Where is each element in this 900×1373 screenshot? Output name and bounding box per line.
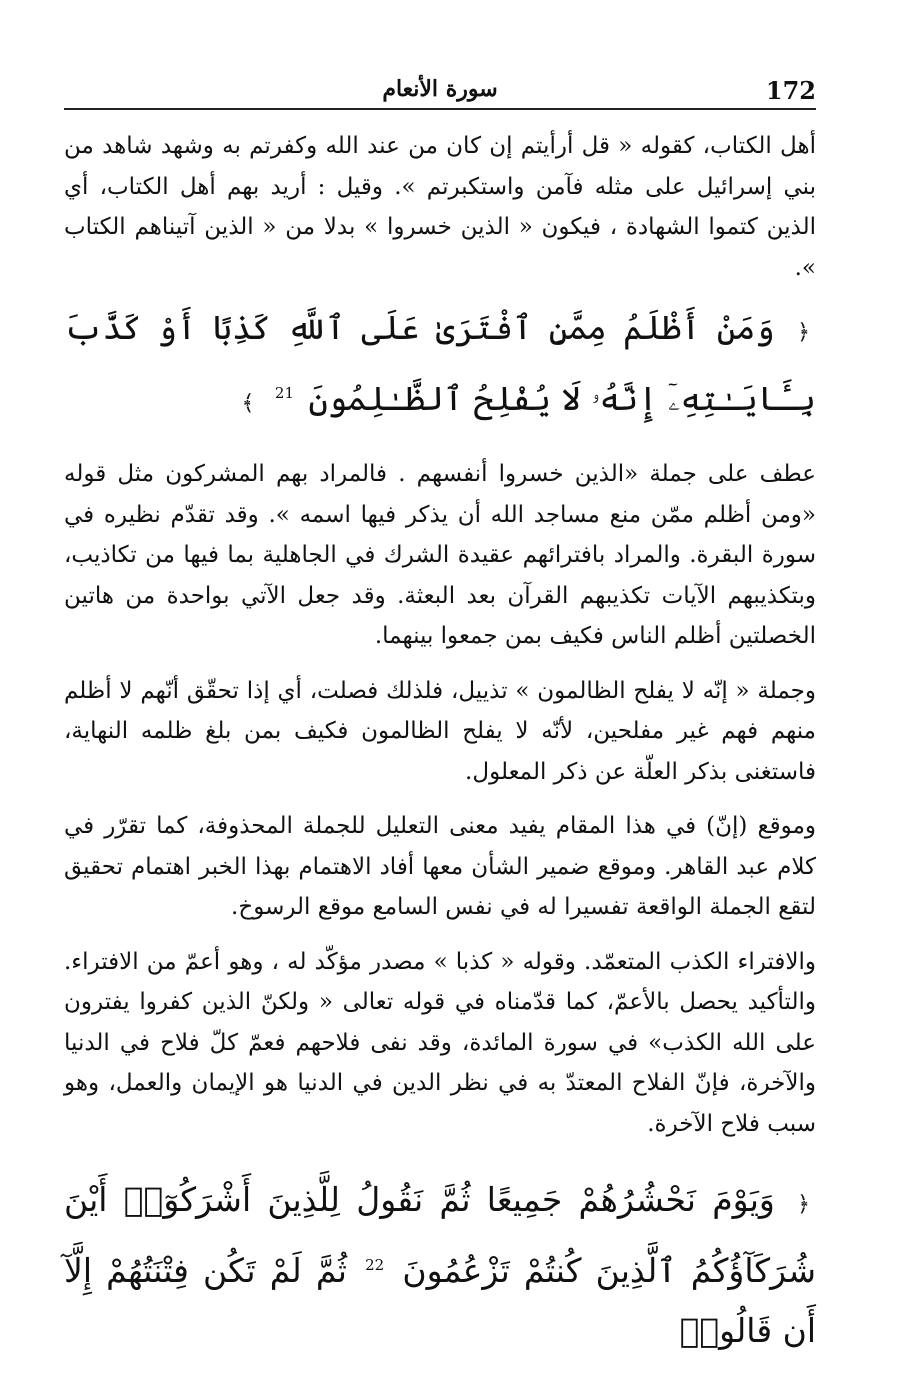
commentary-paragraph-3: وموقع (إنّ) في هذا المقام يفيد معنى التعليل للجملة المحذوفة، كما تقرّر في كلام عبد القاهر. وموقع ضمير الشأن معها أفاد الاهتمام بهذا الخبر اهتمام تحقيق لتقع الجملة الواقعة تفسيرا له في نفس السامع موقع الرسوخ. (64, 813, 816, 920)
verse-open-ornament: ﴿ (797, 320, 810, 345)
commentary-paragraph-4: والافتراء الكذب المتعمّد. وقوله « كذبا » مصدر مؤكّد له ، وهو أعمّ من الافتراء. والتأكيد يحصل بالأعمّ، كما قدّمناه في قوله تعالى « ولكنّ الذين كفروا يفترون على الله الكذب» في سورة المائدة، وقد نفى فلاحهم فعمّ كلّ فلاح في الدنيا والآخرة، فإنّ الفلاح المعتدّ به في نظر الدين في الدنيا هو الإيمان والعمل، وهو سبب فلاح الآخرة. (64, 948, 816, 1137)
page-header (64, 70, 816, 108)
verse-21-number: 21 (274, 384, 295, 402)
verse-22-text-a: وَيَوْمَ نَحْشُرُهُمْ جَمِيعًا ثُمَّ نَقُولُ لِلَّذِينَ أَشْرَكُوٓا۟ أَيْنَ شُرَكَآؤُكُمُ ٱلَّذِينَ كُنتُمْ تَزْعُمُونَ (64, 1180, 816, 1290)
commentary-paragraph-1: عطف على جملة «الذين خسروا أنفسهم . فالمراد بهم المشركون مثل قوله «ومن أظلم ممّن منع مساجد الله أن يذكر فيها اسمه ». وقد تقدّم نظيره في سورة البقرة. والمراد بافترائهم عقيدة الشرك في الجاهلية بما فيها من تكاذيب، وبتكذيبهم الآيات تكذيبهم القرآن بعد البعثة. وقد جعل الآتي بواحدة من هاتين الخصلتين أظلم الناس فكيف بمن جمعوا بينهما. (64, 461, 816, 649)
verse-close-ornament: ﴾ (241, 391, 255, 416)
commentary-paragraph-2: وجملة « إنّه لا يفلح الظالمون » تذييل، فلذلك فصلت، أي إذا تحقّق أنّهم لا أظلم منهم فهم غير مفلحين، لأنّه لا يفلح الظالمون فكيف بمن بلغ ظلمه النهاية، فاستغنى بذكر العلّة عن ذكر المعلول. (64, 677, 816, 785)
verse-23-text-b: ثُمَّ لَمْ تَكُن فِتْنَتُهُمْ إِلَّآ أَن قَالُوا۟ (64, 1251, 816, 1350)
page-number: 172 (765, 76, 816, 105)
verse-22-open-ornament: ﴿ (797, 1192, 810, 1217)
verse-22 (64, 1170, 816, 1361)
intro-paragraph: أهل الكتاب، كقوله « قل أرأيتم إن كان من عند الله وكفرتم به وشهد شاهد من بني إسرائيل على مثله فآمن واستكبرتم ». وقيل : أريد بهم أهل الكتاب، أي الذين كتموا الشهادة ، فيكون « الذين خسروا » بدلا من « الذين آتيناهم الكتاب ». (64, 133, 816, 281)
verse-22-number: 22 (365, 1256, 385, 1274)
verse-21-text: وَمَنْ أَظْلَمُ مِمَّنِ ٱفْتَرَىٰ عَلَى ٱللَّهِ كَذِبًا أَوْ كَذَّبَ بِـَٔايَـٰتِهِۦٓ إِنَّهُۥ لَا يُفْلِحُ ٱلظَّـٰلِمُونَ (64, 308, 816, 418)
verse-21 (64, 298, 816, 434)
surah-name: سورة الأنعام (382, 76, 498, 102)
header-divider (64, 108, 816, 110)
